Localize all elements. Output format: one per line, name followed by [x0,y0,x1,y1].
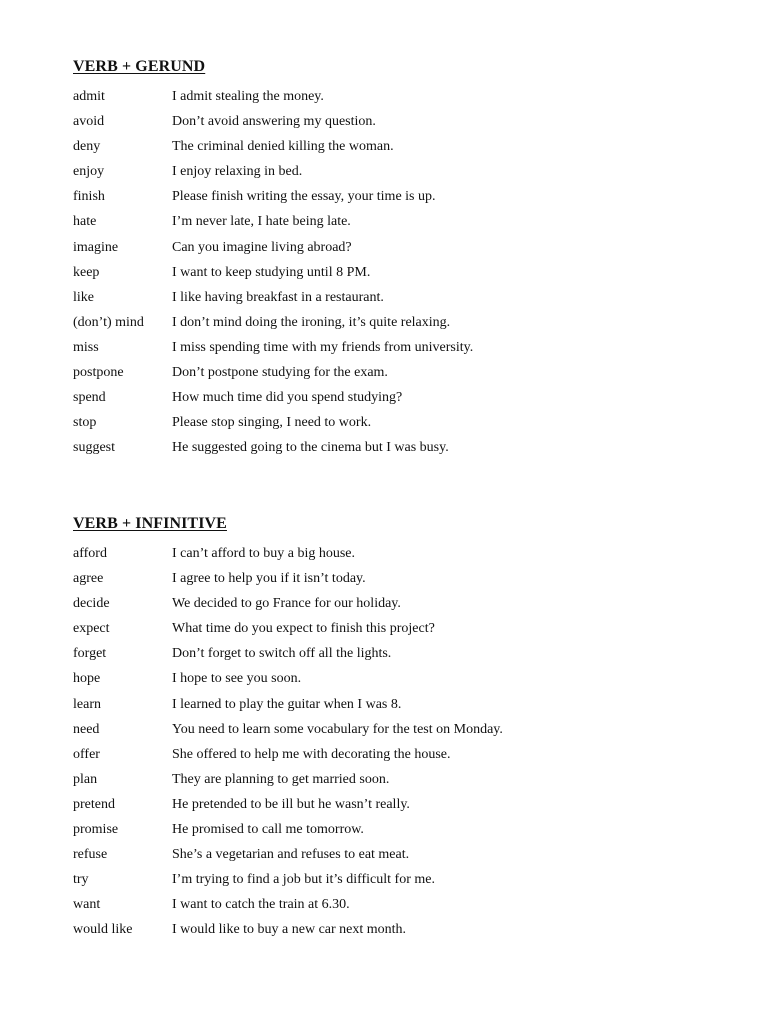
example-sentence: I learned to play the guitar when I was 8. [172,696,402,712]
example-sentence: I hope to see you soon. [172,671,302,687]
example-sentence: I enjoy relaxing in bed. [172,164,303,180]
verb-term: imagine [73,239,119,255]
verb-term: miss [73,339,99,355]
example-sentence: Don’t postpone studying for the exam. [172,365,388,381]
verb-term: would like [73,922,133,938]
verb-row [73,767,733,792]
example-sentence: I want to keep studying until 8 PM. [172,264,371,280]
section-verb-gerund [73,57,733,460]
verb-term: need [73,721,100,737]
verb-row [73,410,733,435]
example-sentence: You need to learn some vocabulary for the test on Monday. [172,721,503,737]
verb-row [73,285,733,310]
example-sentence: Please finish writing the essay, your time is up. [172,189,436,205]
example-sentence: I like having breakfast in a restaurant. [172,289,384,305]
verb-row [73,209,733,234]
verb-term: stop [73,415,97,431]
example-sentence: The criminal denied killing the woman. [172,139,394,155]
verb-row [73,310,733,335]
verb-term: offer [73,746,100,762]
verb-row [73,260,733,285]
example-sentence: We decided to go France for our holiday. [172,596,401,612]
verb-row [73,84,733,109]
verb-term: agree [73,571,104,587]
verb-row [73,867,733,892]
example-sentence: He suggested going to the cinema but I was busy. [172,440,449,456]
verb-term: plan [73,771,98,787]
example-sentence: I miss spending time with my friends from university. [172,339,474,355]
section-verb-infinitive [73,514,733,943]
verb-row [73,892,733,917]
section-title: VERB + INFINITIVE [73,515,227,532]
verb-term: hate [73,214,97,230]
verb-term: promise [73,822,119,838]
verb-term: (don’t) mind [73,314,144,330]
example-sentence: Please stop singing, I need to work. [172,415,372,431]
verb-row [73,159,733,184]
verb-row [73,717,733,742]
verb-term: avoid [73,114,105,130]
verb-term: pretend [73,796,115,812]
verb-term: forget [73,646,107,662]
example-sentence: I agree to help you if it isn’t today. [172,571,366,587]
example-sentence: They are planning to get married soon. [172,771,390,787]
example-sentence: Don’t forget to switch off all the lights. [172,646,392,662]
verb-term: try [73,872,89,888]
example-sentence: I would like to buy a new car next month. [172,922,407,938]
verb-term: suggest [73,440,115,456]
verb-row [73,360,733,385]
verb-row [73,792,733,817]
example-sentence: I’m never late, I hate being late. [172,214,351,230]
verb-row [73,335,733,360]
verb-row [73,566,733,591]
verb-row [73,641,733,666]
verb-term: like [73,289,94,305]
section-title: VERB + GERUND [73,58,206,75]
verb-row [73,184,733,209]
verb-term: learn [73,696,101,712]
example-sentence: I don’t mind doing the ironing, it’s quite relaxing. [172,314,451,330]
verb-row [73,385,733,410]
verb-term: hope [73,671,101,687]
verb-row [73,616,733,641]
example-sentence: I want to catch the train at 6.30. [172,897,350,913]
verb-term: keep [73,264,100,280]
example-sentence: She offered to help me with decorating the house. [172,746,451,762]
verb-list [73,541,733,943]
verb-term: enjoy [73,164,105,180]
verb-term: admit [73,89,105,104]
verb-row [73,666,733,691]
verb-row [73,591,733,616]
example-sentence: Can you imagine living abroad? [172,239,352,255]
example-sentence: What time do you expect to finish this project? [172,621,435,637]
verb-term: deny [73,139,101,155]
verb-term: spend [73,390,106,406]
verb-row [73,235,733,260]
verb-row [73,109,733,134]
verb-term: postpone [73,365,124,381]
verb-row [73,917,733,942]
verb-row [73,541,733,566]
verb-term: expect [73,621,110,637]
verb-row [73,742,733,767]
example-sentence: I admit stealing the money. [172,89,324,104]
example-sentence: I’m trying to find a job but it’s difficult for me. [172,872,435,888]
example-sentence: Don’t avoid answering my question. [172,114,376,130]
verb-term: refuse [73,847,108,863]
example-sentence: He promised to call me tomorrow. [172,822,364,838]
verb-row [73,435,733,460]
example-sentence: She’s a vegetarian and refuses to eat meat. [172,847,410,863]
verb-row [73,692,733,717]
verb-row [73,842,733,867]
example-sentence: I can’t afford to buy a big house. [172,546,355,561]
verb-list [73,84,733,460]
verb-row [73,134,733,159]
verb-term: finish [73,189,105,205]
example-sentence: How much time did you spend studying? [172,390,403,406]
verb-term: decide [73,596,110,612]
example-sentence: He pretended to be ill but he wasn’t really. [172,796,410,812]
verb-term: want [73,897,101,913]
verb-row [73,817,733,842]
verb-term: afford [73,546,107,561]
